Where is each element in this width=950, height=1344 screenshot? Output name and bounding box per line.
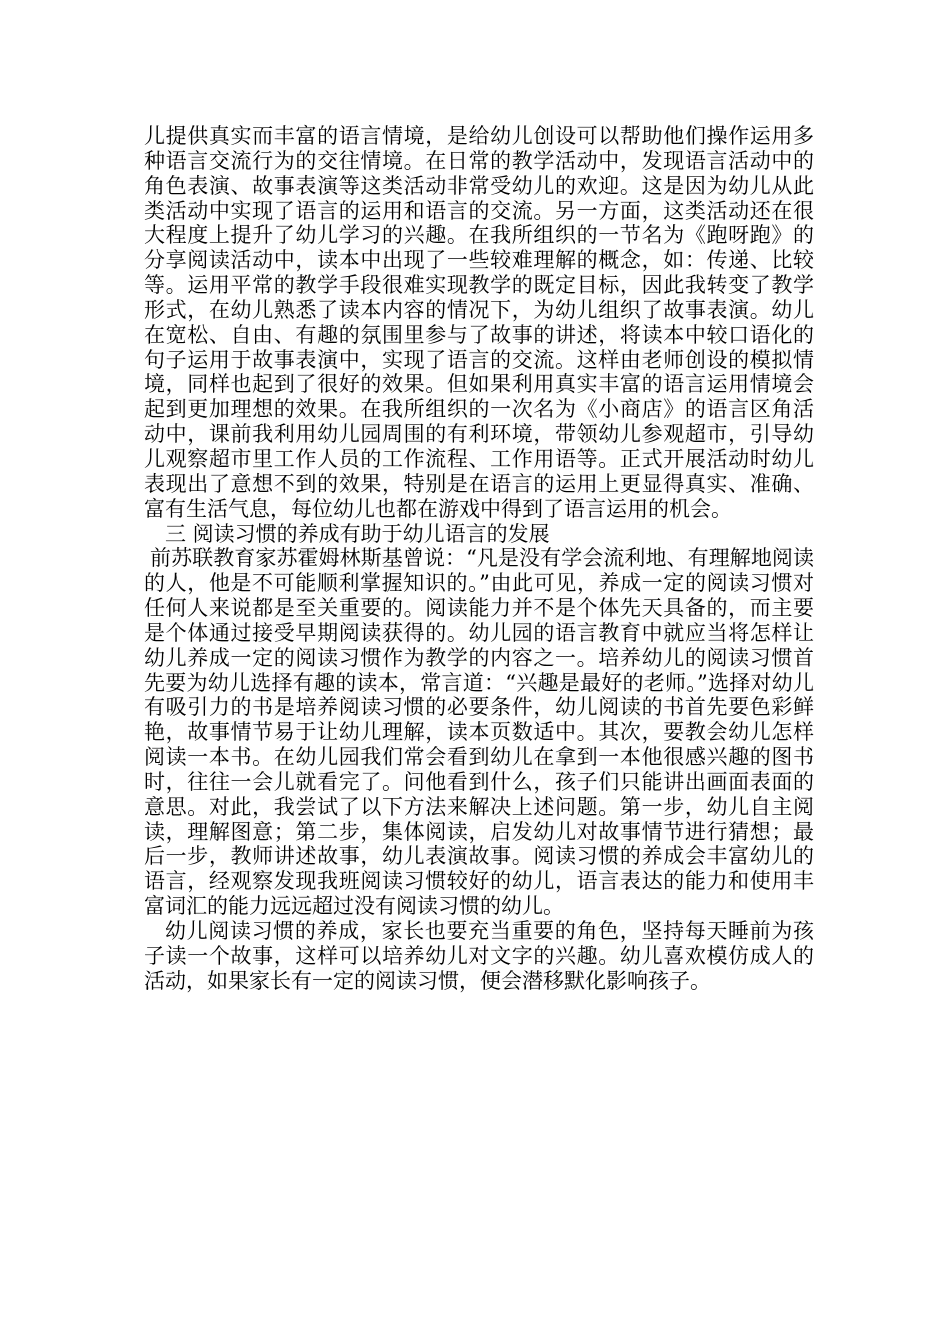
body-text	[144, 124, 814, 994]
paragraph-reading-habits: 前苏联教育家苏霍姆林斯基曾说：“凡是没有学会流利地、有理解地阅读的人，他是不可能顺利掌握知识的。”由此可见，养成一定的阅读习惯对任何人来说都是至关重要的。阅读能力并不是个体先天具备的，而主要是个体通过接受早期阅读获得的。幼儿园的语言教育中就应当将怎样让幼儿养成一定的阅读习惯作为教学的内容之一。培养幼儿的阅读习惯首先要为幼儿选择有趣的读本，常言道：“兴趣是最好的老师。”选择对幼儿有吸引力的书是培养阅读习惯的必要条件，幼儿阅读的书首先要色彩鲜艳，故事情节易于让幼儿理解，读本页数适中。其次，要教会幼儿怎样阅读一本书。在幼儿园我们常会看到幼儿在拿到一本他很感兴趣的图书时，往往一会儿就看完了。问他看到什么，孩子们只能讲出画面表面的意思。对此，我尝试了以下方法来解决上述问题。第一步，幼儿自主阅读，理解图意；第二步，集体阅读，启发幼儿对故事情节进行猜想；最后一步，教师讲述故事，幼儿表演故事。阅读习惯的养成会丰富幼儿的语言，经观察发现我班阅读习惯较好的幼儿，语言表达的能力和使用丰富词汇的能力远远超过没有阅读习惯的幼儿。	[144, 546, 814, 919]
paragraph-parents-role: 幼儿阅读习惯的养成，家长也要充当重要的角色，坚持每天睡前为孩子读一个故事，这样可以培养幼儿对文字的兴趣。幼儿喜欢模仿成人的活动，如果家长有一定的阅读习惯，便会潜移默化影响孩子。	[144, 919, 814, 993]
paragraph-role-play: 儿提供真实而丰富的语言情境，是给幼儿创设可以帮助他们操作运用多种语言交流行为的交往情境。在日常的教学活动中，发现语言活动中的角色表演、故事表演等这类活动非常受幼儿的欢迎。这是因为幼儿从此类活动中实现了语言的运用和语言的交流。另一方面，这类活动还在很大程度上提升了幼儿学习的兴趣。在我所组织的一节名为《跑呀跑》的分享阅读活动中，读本中出现了一些较难理解的概念，如：传递、比较等。运用平常的教学手段很难实现教学的既定目标，因此我转变了教学形式，在幼儿熟悉了读本内容的情况下，为幼儿组织了故事表演。幼儿在宽松、自由、有趣的氛围里参与了故事的讲述，将读本中较口语化的句子运用于故事表演中，实现了语言的交流。这样由老师创设的模拟情境，同样也起到了很好的效果。但如果利用真实丰富的语言运用情境会起到更加理想的效果。在我所组织的一次名为《小商店》的语言区角活动中，课前我利用幼儿园周围的有利环境，带领幼儿参观超市，引导幼儿观察超市里工作人员的工作流程、工作用语等。正式开展活动时幼儿表现出了意想不到的效果，特别是在语言的运用上更显得真实、准确、富有生活气息，每位幼儿也都在游戏中得到了语言运用的机会。	[144, 124, 814, 521]
section-heading: 三 阅读习惯的养成有助于幼儿语言的发展	[165, 521, 550, 546]
